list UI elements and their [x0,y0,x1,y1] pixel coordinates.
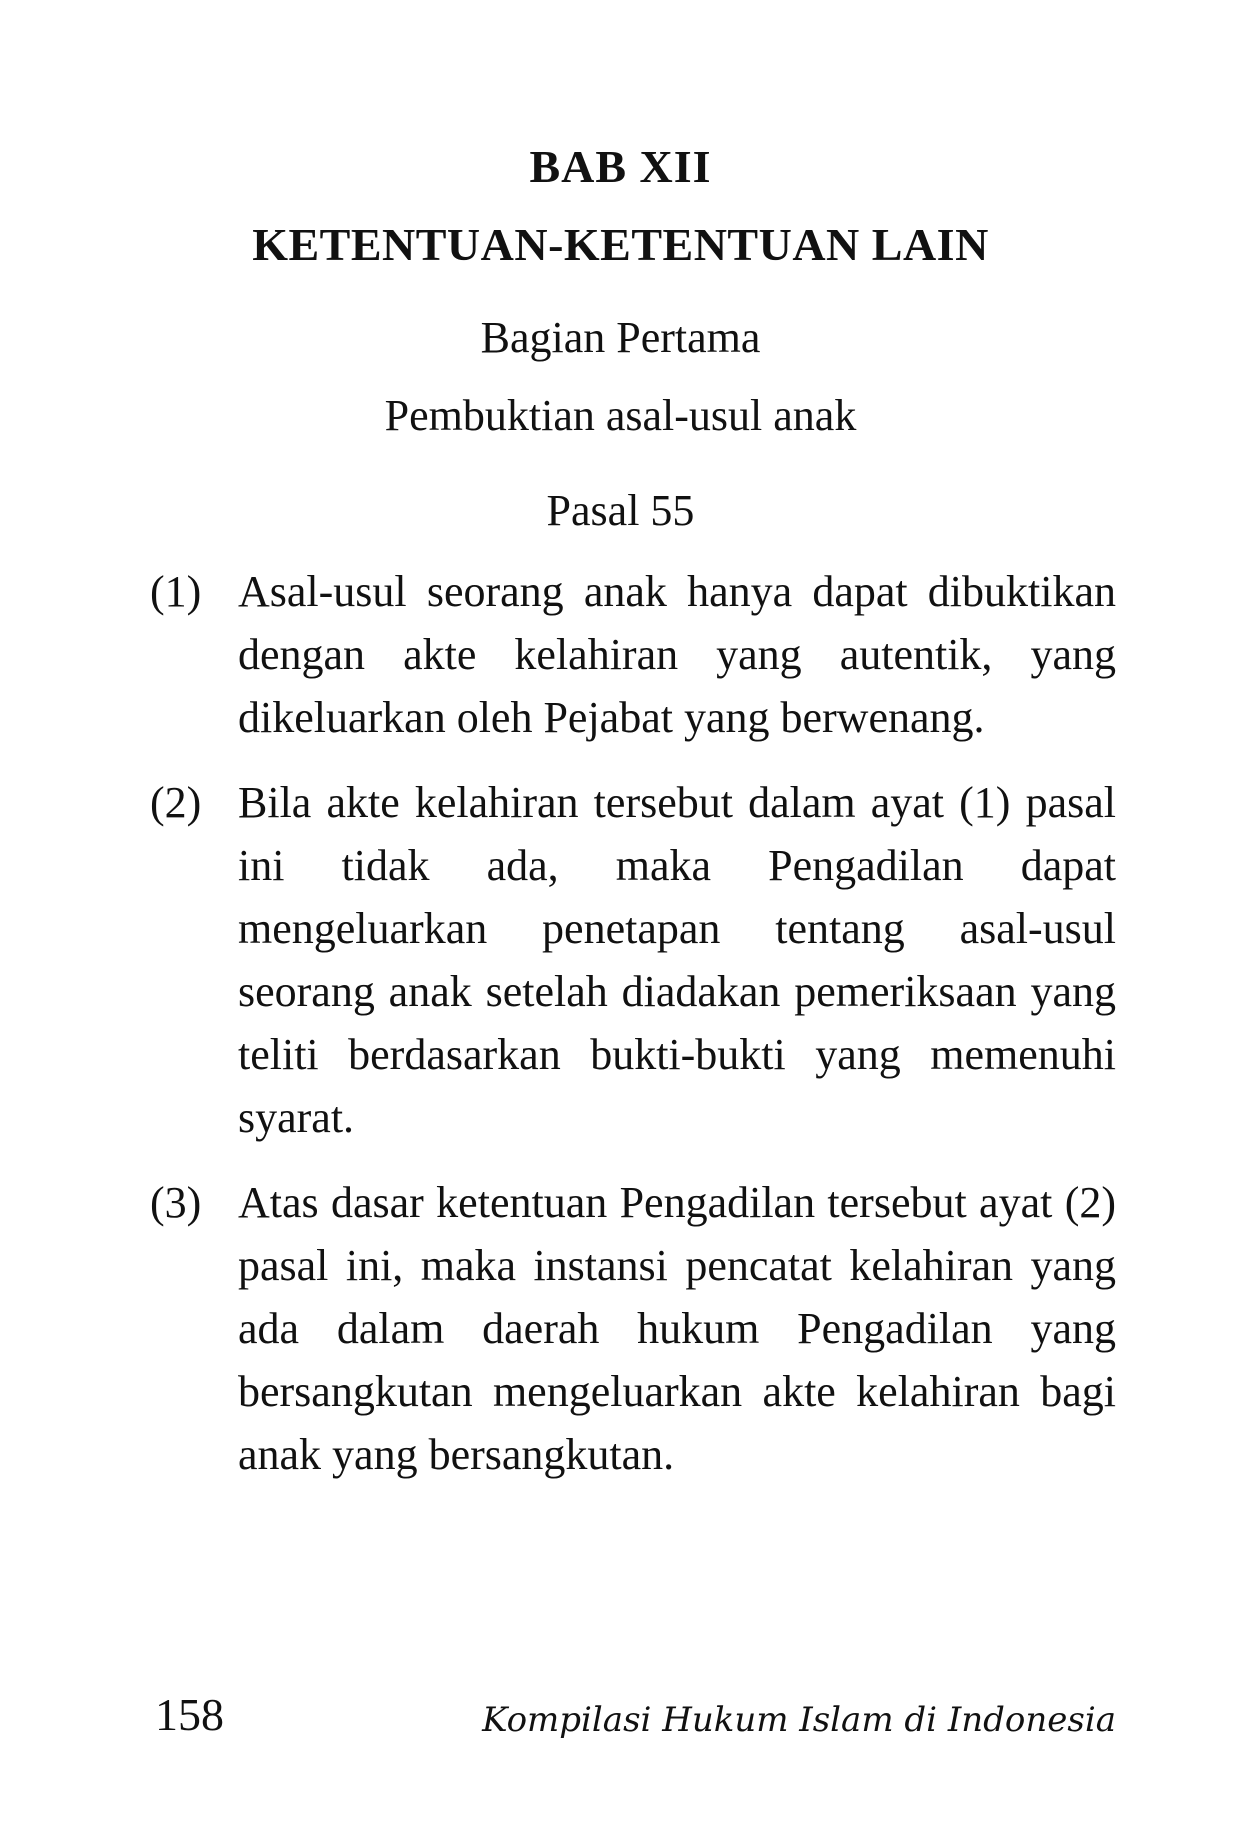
clause-list [150,560,1116,1508]
clause-text: Bila akte kelahiran tersebut dalam ayat (1) pasal ini tidak ada, maka Pengadilan dapat mengeluarkan penetapan tentang asal-usul seorang anak setelah diadakan pemeriksaan yang teliti berdasarkan bukti-bukti yang memenuhi syarat. [238,778,1116,1142]
chapter-label: BAB XII [529,141,712,192]
section-label: Bagian Pertama [480,313,761,362]
clause-number: (1) [150,567,202,616]
clause-number: (2) [150,778,202,827]
page-number: 158 [155,1689,224,1740]
chapter-title: KETENTUAN-KETENTUAN LAIN [252,219,989,270]
clause-text: Asal-usul seorang anak hanya dapat dibuktikan dengan akte kelahiran yang autentik, yang dikeluarkan oleh Pejabat yang berwenang. [238,567,1116,742]
clause-1 [150,560,1116,749]
clause-number: (3) [150,1178,202,1227]
running-footer-book-title: Kompilasi Hukum Islam di Indonesia [482,1700,1116,1740]
section-title: Pembuktian asal-usul anak [384,391,857,440]
clause-text: Atas dasar ketentuan Pengadilan tersebut ayat (2) pasal ini, maka instansi pencatat kelahiran yang ada dalam daerah hukum Pengadilan yang bersangkutan mengeluarkan akte kelahiran bagi anak yang bersangkutan. [238,1178,1116,1479]
article-label: Pasal 55 [546,486,695,535]
clause-2 [150,771,1116,1149]
clause-3 [150,1171,1116,1486]
